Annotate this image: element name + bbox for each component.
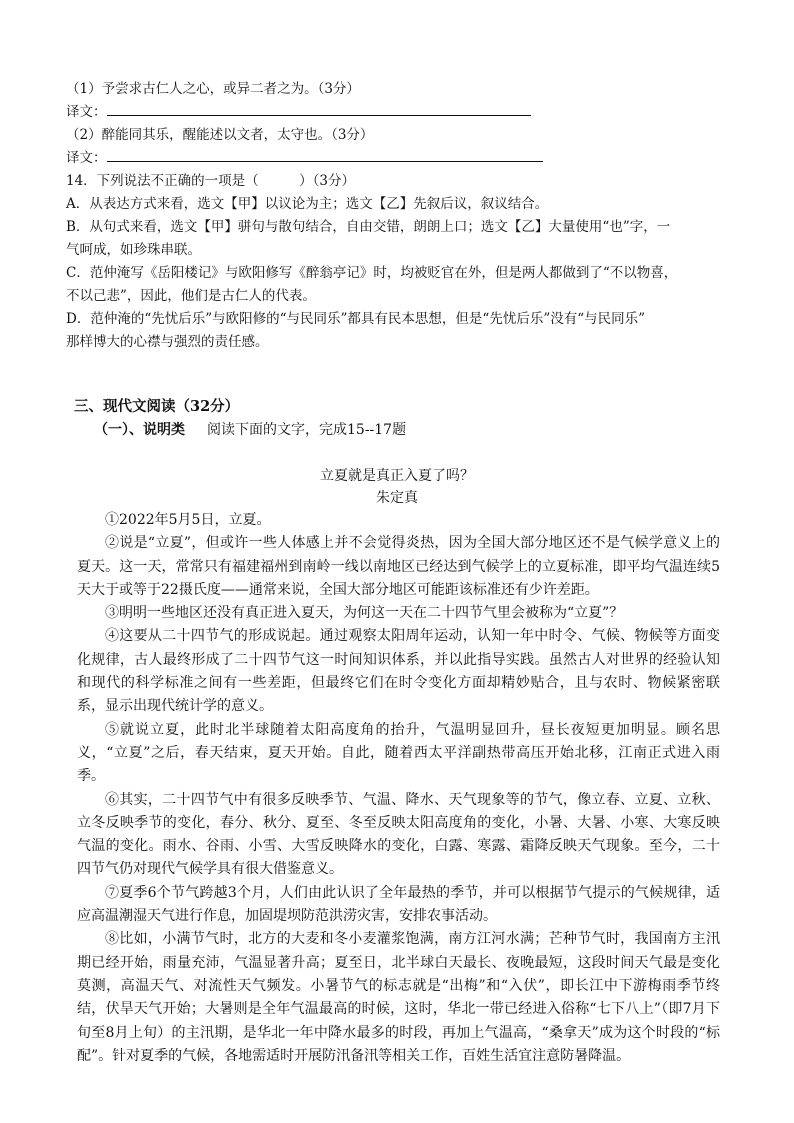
paragraph-1: ①2022年5月5日，立夏。 xyxy=(105,512,271,528)
answer-blank[interactable] xyxy=(107,147,543,162)
article-author: 朱定真 xyxy=(376,490,418,506)
q14-option-a: A．从表达方式来看，选文【甲】以议论为主；选文【乙】先叙后议，叙议结合。 xyxy=(66,196,549,212)
q14-option-d: D．范仲淹的“先忧后乐”与欧阳修的“与民同乐”都具有民本思想，但是“先忧后乐”没有“与民同乐” xyxy=(66,311,646,327)
paragraph-4: ④这要从二十四节气的形成说起。通过观察太阳周年运动，认知一年中时令、气候、物候等方面变化规律，古人最终形成了二十四节气这一时间知识体系，并以此指导实践。虽然古人对世界的经验认知和现代的科学标准之间有一些差距，但最终它们在时令变化方面却精妙贴合，且与农时、物候紧密联系，显示出现代统计学的意义。 xyxy=(77,628,720,715)
answer-blank[interactable] xyxy=(107,101,531,116)
article-title: 立夏就是真正入夏了吗？ xyxy=(320,468,474,484)
paragraph-5: ⑤就说立夏，此时北半球随着太阳高度角的抬升，气温明显回升，昼长夜短更加明显。顾名思义，“立夏”之后，春天结束，夏天开始。自此，随着西太平洋副热带高压开始北移，江南正式进入雨季。 xyxy=(77,721,720,785)
q14-option-c: C．范仲淹写《岳阳楼记》与欧阳修写《醉翁亭记》时，均被贬官在外，但是两人都做到了“不以物喜， xyxy=(66,265,678,281)
section-heading: 三、现代文阅读（32分） xyxy=(74,398,240,415)
paragraph-8: ⑧比如，小满节气时，北方的大麦和冬小麦灌浆饱满，南方江河水满；芒种节气时，我国南方主汛期已经开始，雨量充沛，气温显著升高；夏至日，北半球白天最长、夜晚最短，这段时间天气最是变化莫测，高温天气、对流性天气频发。小暑节气的标志就是“出梅”和“入伏”，即长江中下游梅雨季节终结，伏旱天气开始；大暑则是全年气温最高的时候，这时，华北一带已经进入俗称“七下八上”（即7月下旬至8月上旬）的主汛期，是华北一年中降水最多的时段，再加上气温高，“桑拿天”成为这个时段的“标配”。针对夏季的气候，各地需适时开展防汛备汛等相关工作，百姓生活宜注意防暑降温。 xyxy=(77,931,720,1064)
q14-option-c-cont: 不以己悲”，因此，他们是古仁人的代表。 xyxy=(66,288,316,304)
q14-option-b: B．从句式来看，选文【甲】骈句与散句结合，自由交错，朗朗上口；选文【乙】大量使用“也”字，一 xyxy=(66,219,671,235)
subsection-label: （一）、说明类 xyxy=(94,422,185,438)
q14-option-d-cont: 那样博大的心襟与强烈的责任感。 xyxy=(66,334,269,350)
q13-item-2: （2）醉能同其乐，醒能述以文者，太守也。（3分） xyxy=(66,127,374,143)
q14-option-b-cont: 气呵成，如珍珠串联。 xyxy=(66,242,201,258)
translation-line-2 xyxy=(66,147,543,169)
q14-stem: 14．下列说法不正确的一项是（ ）（3分） xyxy=(66,173,356,189)
paragraph-6: ⑥其实，二十四节气中有很多反映季节、气温、降水、天气现象等的节气，像立春、立夏、立秋、立冬反映季节的变化，春分、秋分、夏至、冬至反映太阳高度角的变化，小暑、大暑、小寒、大寒反映气温的变化。雨水、谷雨、小雪、大雪反映降水的变化，白露、寒露、霜降反映天气现象。至今，二十四节气仍对现代气候学具有很大借鉴意义。 xyxy=(77,791,720,878)
subsection-line xyxy=(94,419,406,441)
paragraph-3: ③明明一些地区还没有真正进入夏天，为何这一天在二十四节气里会被称为“立夏”？ xyxy=(105,605,624,622)
paragraph-7: ⑦夏季6个节气跨越3个月，人们由此认识了全年最热的季节，并可以根据节气提示的气候规律，适应高温潮湿天气进行作息，加固堤坝防范洪涝灾害，安排农事活动。 xyxy=(77,884,720,925)
translation-label: 译文： xyxy=(66,150,107,166)
translation-line-1 xyxy=(66,101,531,123)
q13-item-1: （1）予尝求古仁人之心，或异二者之为。（3分） xyxy=(66,81,360,97)
subsection-instruction: 阅读下面的文字，完成15--17题 xyxy=(207,422,407,438)
article-body xyxy=(77,509,720,1068)
paragraph-2: ②说是“立夏”，但或许一些人体感上并不会觉得炎热，因为全国大部分地区还不是气候学意义上的夏天。这一天，常常只有福建福州到南岭一线以南地区已经达到气候学上的立夏标准，即平均气温连续5天大于或等于22摄氏度——通常来说，全国大部分地区可能距该标准还有少许差距。 xyxy=(77,535,720,598)
translation-label: 译文： xyxy=(66,104,107,120)
